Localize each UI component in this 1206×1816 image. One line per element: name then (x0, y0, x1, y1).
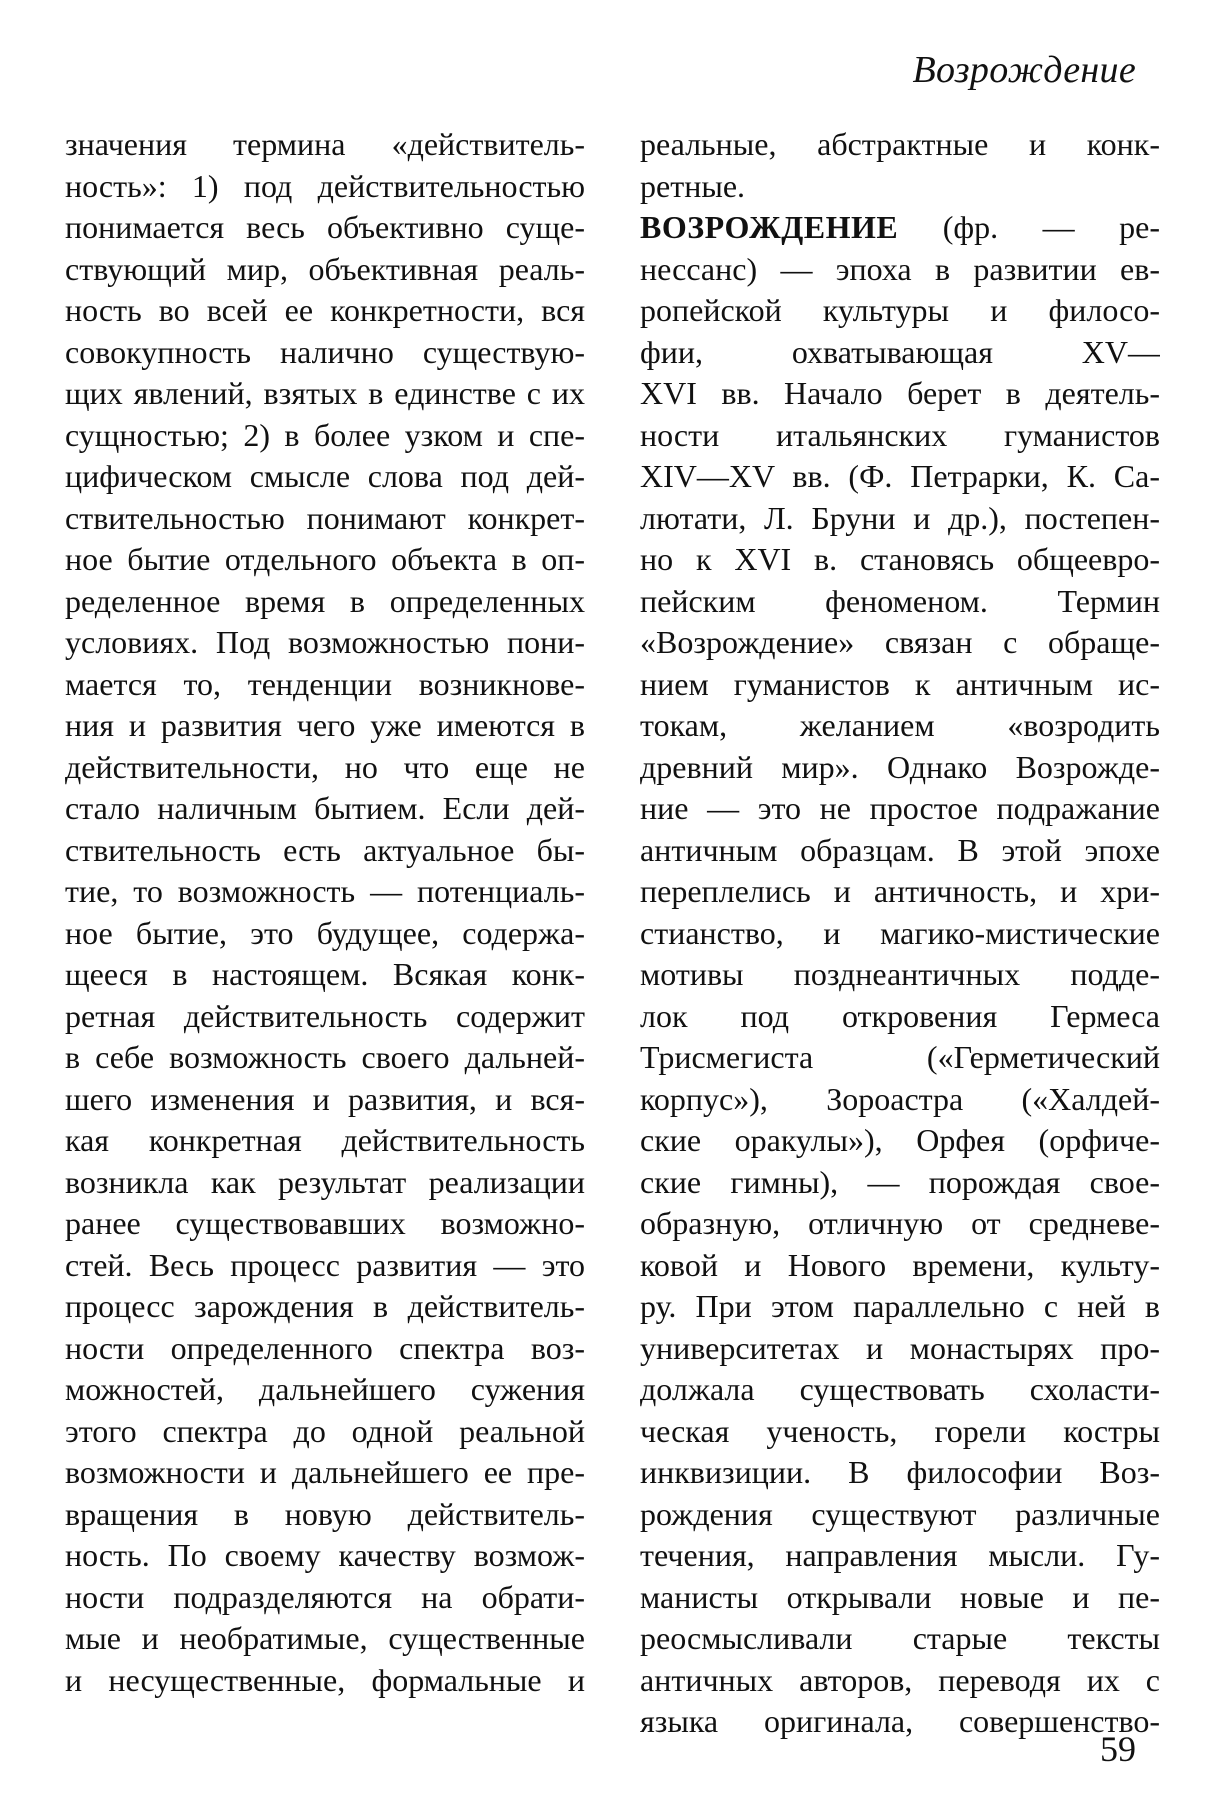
text-line: щих явлений, взятых в единстве с их (65, 375, 585, 411)
entry-line: инквизиции. В философии Воз- (640, 1454, 1160, 1490)
continuation-line: ретные. (640, 167, 746, 204)
text-line: совокупность налично существую- (65, 333, 585, 370)
entry-line: ру. При этом параллельно с ней в (640, 1288, 1160, 1324)
entry-line: лютати, Л. Бруни и др.), постепен- (640, 499, 1160, 536)
entry-line: реосмысливали старые тексты (640, 1620, 1160, 1656)
running-header: Возрождение (912, 49, 1136, 91)
text-line: стало наличным бытием. Если дей- (65, 790, 585, 826)
left-column (65, 124, 585, 1701)
text-line: щееся в настоящем. Всякая конк- (65, 956, 585, 992)
entry-line: ческая ученость, горели костры (640, 1412, 1160, 1449)
text-line: цифическом смысле слова под дей- (65, 458, 585, 494)
text-line: тие, то возможность — потенциаль- (65, 873, 585, 909)
entry-line: образную, отличную от средневе- (640, 1205, 1160, 1241)
entry-line: должала существовать схоласти- (640, 1371, 1160, 1407)
text-line: ности подразделяются на обрати- (65, 1578, 585, 1615)
entry-line: античных авторов, переводя их с (640, 1661, 1160, 1698)
entry-line: мотивы позднеантичных подде- (640, 956, 1160, 992)
text-line: ствительность есть актуальное бы- (65, 831, 585, 868)
entry-line: токам, желанием «возродить (640, 707, 1160, 743)
entry-line: манисты открывали новые и пе- (640, 1578, 1160, 1615)
entry-line: древний мир». Однако Возрожде- (640, 748, 1160, 785)
entry-line: ние — это не простое подражание (640, 790, 1160, 826)
text-line: ретная действительность содержит (65, 997, 585, 1034)
text-line: ности определенного спектра воз- (65, 1329, 585, 1366)
text-line: процесс зарождения в действитель- (65, 1288, 585, 1324)
entry-line: лок под откровения Гермеса (640, 997, 1160, 1034)
text-line: понимается весь объективно суще- (65, 209, 585, 245)
entry-line: ковой и Нового времени, культу- (640, 1246, 1160, 1283)
entry-line: XIV—XV вв. (Ф. Петрарки, К. Са- (640, 458, 1160, 494)
text-line: этого спектра до одной реальной (65, 1412, 585, 1449)
text-line: ределенное время в определенных (65, 582, 585, 619)
text-line: мается то, тенденции возникнове- (65, 665, 585, 702)
entry-line: античным образцам. В этой эпохе (640, 831, 1160, 868)
text-line: вращения в новую действитель- (65, 1495, 585, 1532)
entry-term: ВОЗРОЖДЕНИЕ (640, 209, 899, 245)
text-line: ствительностью понимают конкрет- (65, 499, 585, 536)
text-line: можностей, дальнейшего сужения (65, 1371, 585, 1407)
entry-line: нессанс) — эпоха в развитии ев- (640, 250, 1160, 287)
right-column (640, 124, 1160, 1743)
entry-line: стианство, и магико-мистические (640, 914, 1160, 951)
text-line: ность во всей ее конкретности, вся (65, 292, 585, 328)
text-line: ранее существовавших возможно- (65, 1205, 585, 1241)
entry-line: ропейской культуры и филосо- (640, 292, 1160, 328)
text-line: ное бытие отдельного объекта в оп- (65, 541, 585, 577)
entry-line: нием гуманистов к античным ис- (640, 665, 1160, 702)
text-line: кая конкретная действительность (65, 1122, 585, 1158)
text-line: ность»: 1) под действительностью (65, 167, 585, 204)
entry-line: корпус»), Зороастра («Халдей- (640, 1080, 1160, 1117)
entry-line: языка оригинала, совершенство- (640, 1703, 1160, 1739)
entry-line: течения, направления мысли. Гу- (640, 1537, 1160, 1573)
text-line: шего изменения и развития, и вся- (65, 1080, 585, 1117)
text-line: и несущественные, формальные и (65, 1661, 585, 1698)
entry-line: Трисмегиста («Герметический (640, 1039, 1160, 1075)
text-line: сущностью; 2) в более узком и спе- (65, 416, 585, 453)
entry-line: «Возрождение» связан с обраще- (640, 624, 1160, 660)
text-line: ное бытие, это будущее, содержа- (65, 914, 585, 951)
entry-first-line-rest: (фр. — ре- (898, 209, 1160, 245)
page-number: 59 (1100, 1729, 1136, 1769)
entry-line: университетах и монастырях про- (640, 1329, 1160, 1366)
entry-heading-line (640, 207, 1160, 249)
text-line: стей. Весь процесс развития — это (65, 1246, 585, 1283)
text-line: мые и необратимые, существенные (65, 1620, 585, 1656)
text-line: условиях. Под возможностью пони- (65, 624, 585, 660)
entry-line: ские гимны), — порождая свое- (640, 1163, 1160, 1200)
text-line: возникла как результат реализации (65, 1163, 585, 1200)
continuation-line: реальные, абстрактные и конк- (640, 126, 1160, 162)
entry-line: XVI вв. Начало берет в деятель- (640, 375, 1160, 411)
entry-line: ские оракулы»), Орфея (орфиче- (640, 1122, 1160, 1158)
entry-line: но к XVI в. становясь общеевро- (640, 541, 1160, 577)
text-line: ность. По своему качеству возмож- (65, 1537, 585, 1573)
entry-line: ности итальянских гуманистов (640, 416, 1160, 453)
text-line: ствующий мир, объективная реаль- (65, 250, 585, 287)
text-line: значения термина «действитель- (65, 126, 585, 162)
text-line: возможности и дальнейшего ее пре- (65, 1454, 585, 1490)
entry-line: фии, охватывающая XV— (640, 333, 1160, 370)
entry-line: переплелись и античность, и хри- (640, 873, 1160, 909)
text-line: действительности, но что еще не (65, 748, 585, 785)
entry-line: пейским феноменом. Термин (640, 582, 1160, 619)
entry-line: рождения существуют различные (640, 1495, 1160, 1532)
text-line: ния и развития чего уже имеются в (65, 707, 585, 743)
text-line: в себе возможность своего дальней- (65, 1039, 585, 1075)
